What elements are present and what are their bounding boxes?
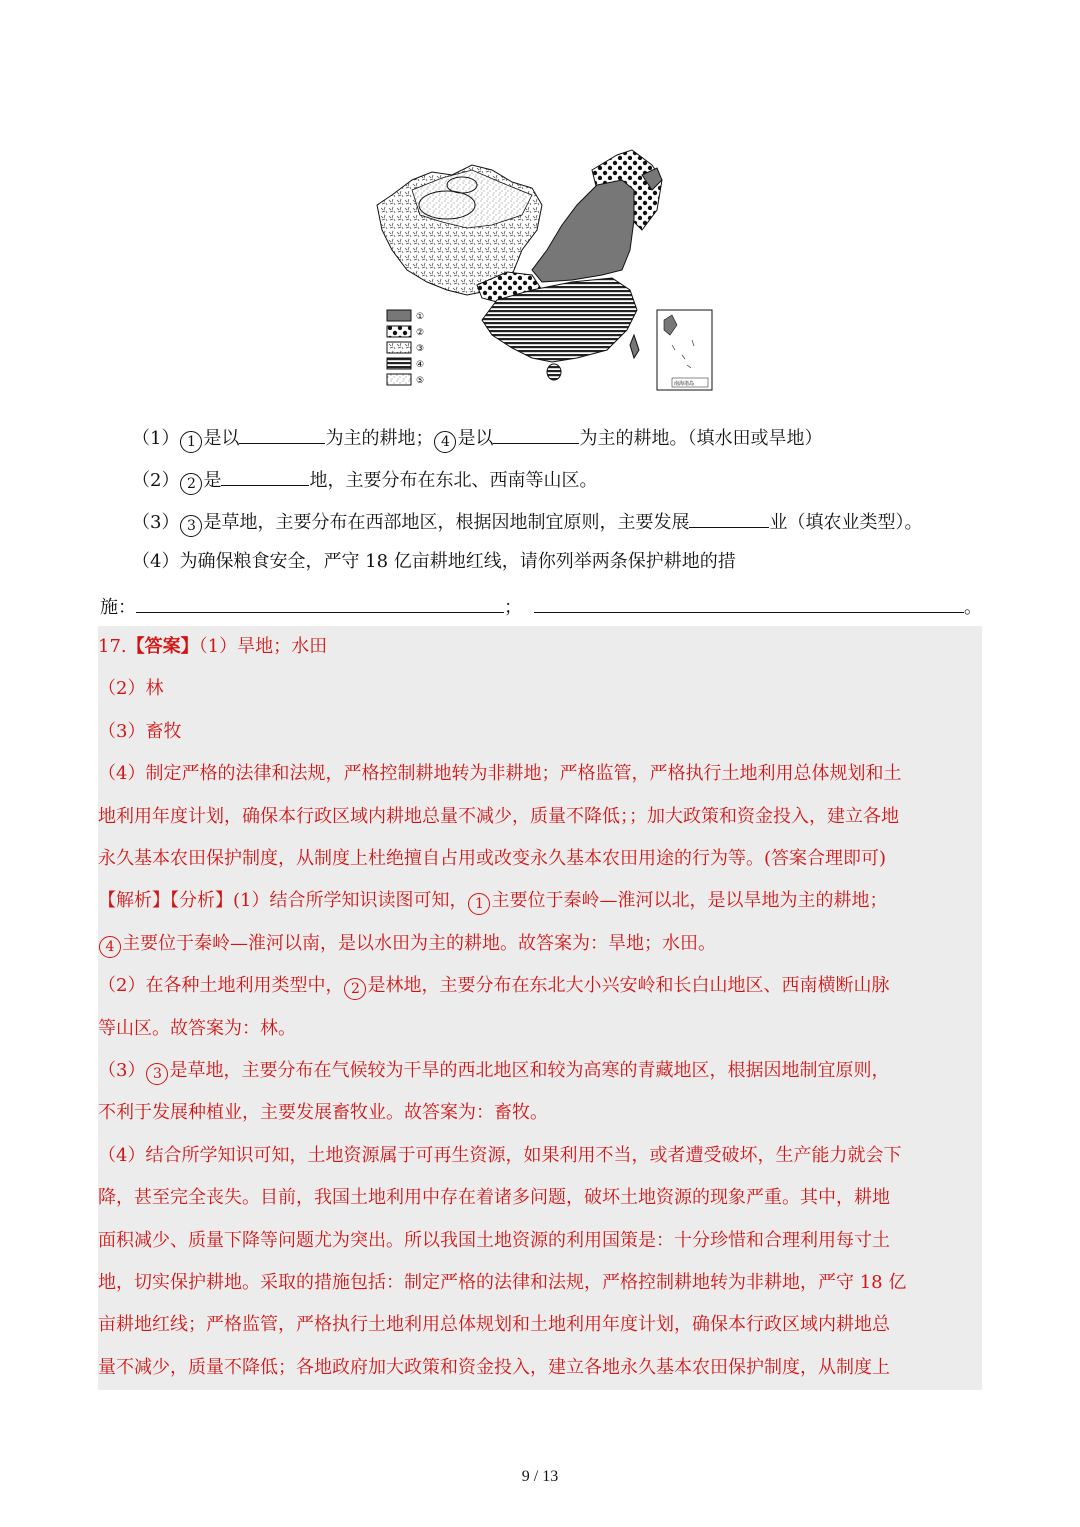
analysis-line: （3） 3 是草地，主要分布在气候较为干旱的西北地区和较为高寒的青藏地区，根据因地制宜原则， [98,1060,889,1085]
answer-blank[interactable] [689,509,769,528]
analysis-line: 面积减少、质量下降等问题尤为突出。所以我国土地资源的利用国策是：十分珍惜和合理利用每寸土 [98,1230,890,1251]
answer-blank[interactable] [534,594,964,613]
circle-number: 1 [468,893,490,915]
analysis-line: 【解析】【分析】(1）结合所学知识读图可知， 1 主要位于秦岭—淮河以北，是以旱地为主的耕地； [98,890,887,915]
answer-blank[interactable] [493,425,579,444]
circle-number: 3 [180,515,202,537]
analysis-line: 亩耕地红线；严格监管，严格执行土地利用总体规划和土地利用年度计划，确保本行政区域内耕地总 [98,1314,890,1335]
circle-number: 1 [180,431,202,453]
question-4: （4）为确保粮食安全，严守 18 亿亩耕地红线，请你列举两条保护耕地的措 [132,551,736,572]
analysis-line: （4）结合所学知识可知，土地资源属于可再生资源，如果利用不当，或者遭受破坏，生产能力就会下 [98,1145,902,1166]
circle-number: 2 [344,978,366,1000]
answer-line: 17.【答案】（1）旱地；水田 [98,636,328,657]
analysis-line: 降，甚至完全丧失。目前，我国土地利用中存在着诸多问题，破坏土地资源的现象严重。其中，耕地 [98,1187,890,1208]
circle-number: 4 [99,936,121,958]
question-3: （3） 3 是草地，主要分布在西部地区，根据因地制宜原则，主要发展 业（填农业类型）。 [132,509,922,537]
circle-number: 4 [434,431,456,453]
answer-blank[interactable] [221,467,309,486]
page-number: 9 / 13 [521,1468,559,1485]
analysis-line: 量不减少，质量不降低；各地政府加大政策和资金投入，建立各地永久基本农田保护制度，从制度上 [98,1357,890,1378]
svg-text:南海诸岛: 南海诸岛 [674,381,695,387]
answer-line: （4）制定严格的法律和法规，严格控制耕地转为非耕地；严格监管，严格执行土地利用总体规划和土 [98,763,902,784]
analysis-line: 不利于发展种植业，主要发展畜牧业。故答案为：畜牧。 [98,1102,548,1123]
svg-text:②: ② [416,328,425,338]
question-2: （2） 2 是 地，主要分布在东北、西南等山区。 [132,467,597,495]
svg-text:④: ④ [416,360,425,370]
question-1: （1） 1 是以 为主的耕地； 4 是以 为主的耕地。（填水田或旱地） [132,425,822,453]
circle-number: 3 [146,1063,168,1085]
region-dryland [532,180,634,282]
china-land-use-map [372,110,717,400]
question-4-cont: 施： ； 。 [100,594,982,619]
svg-text:③: ③ [416,344,425,354]
svg-text:⑤: ⑤ [416,376,425,386]
analysis-line: 等山区。故答案为：林。 [98,1018,296,1039]
map-legend [387,310,424,386]
answer-panel [98,626,982,1390]
answer-line: 永久基本农田保护制度，从制度上杜绝擅自占用或改变永久基本农田用途的行为等。(答案合理即可) [98,848,887,869]
analysis-line: （2）在各种土地利用类型中， 2 是林地，主要分布在东北大小兴安岭和长白山地区、西南横断山脉 [98,975,889,1000]
svg-text:①: ① [416,312,425,322]
circle-number: 2 [180,473,202,495]
answer-line: （2）林 [98,678,164,699]
answer-line: 地利用年度计划，确保本行政区域内耕地总量不减少，质量不降低；；加大政策和资金投入，建立各地 [98,806,899,827]
map-inset [657,310,712,390]
analysis-line: 4 主要位于秦岭—淮河以南，是以水田为主的耕地。故答案为：旱地；水田。 [98,933,716,958]
answer-line: （3）畜牧 [98,721,182,742]
analysis-line: 地，切实保护耕地。采取的措施包括：制定严格的法律和法规，严格控制耕地转为非耕地，严守 18 亿 [98,1272,907,1293]
answer-blank[interactable] [239,425,325,444]
answer-blank[interactable] [136,594,504,613]
map-svg [372,110,717,400]
